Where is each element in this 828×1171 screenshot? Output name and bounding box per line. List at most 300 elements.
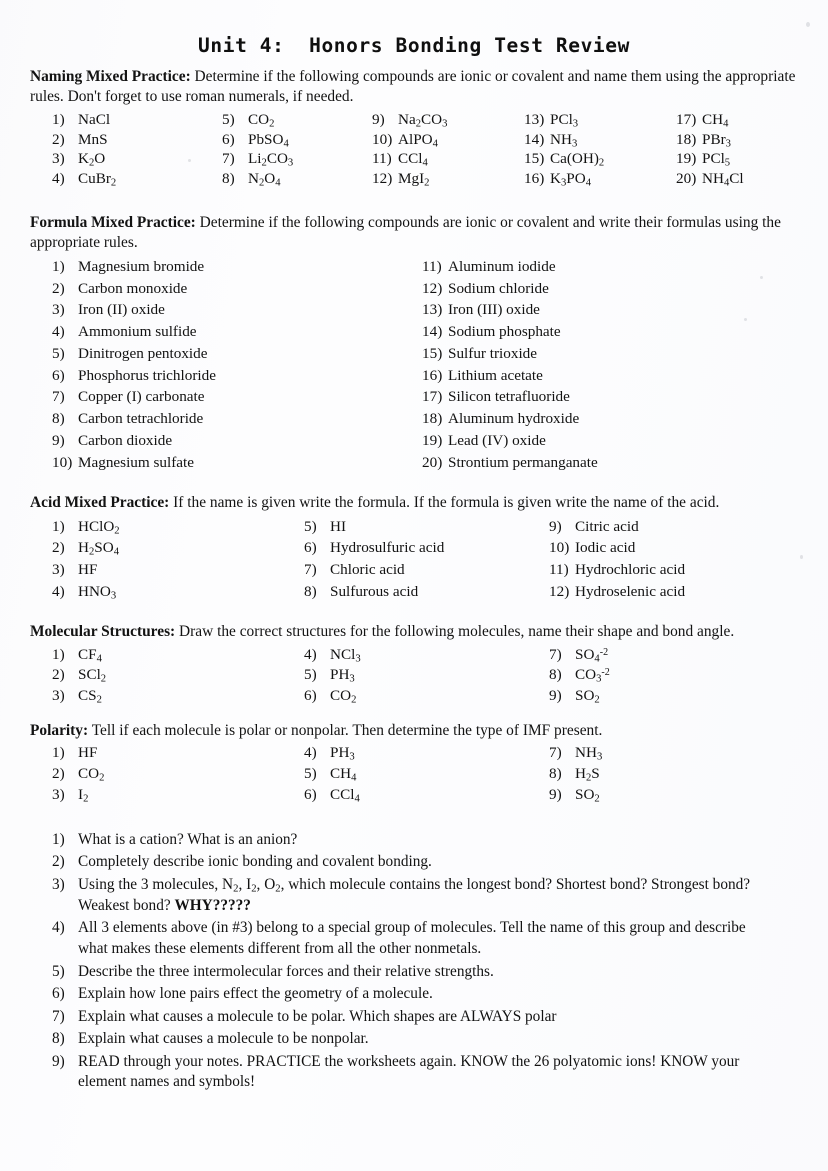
item-content: Iron (II) oxide <box>78 301 165 319</box>
formula-subscript: 2 <box>594 694 600 706</box>
naming-item <box>524 169 676 189</box>
formula-item <box>422 299 792 321</box>
naming-column <box>222 110 372 189</box>
formula-subscript: 2 <box>415 118 422 130</box>
naming-item <box>372 169 524 189</box>
item-number: 5) <box>304 666 317 684</box>
question-text: READ through your notes. PRACTICE the worksheets again. KNOW the 26 polyatomic ions! KNOW your element names and symbols! <box>78 1052 740 1091</box>
formula-subscript: 3 <box>725 138 731 150</box>
formula-subscript: 4 <box>432 138 438 150</box>
formula-columns <box>0 254 828 473</box>
polarity-item <box>304 785 549 806</box>
item-number: 19) <box>676 150 697 168</box>
molecular-item <box>304 686 549 707</box>
item-number: 1) <box>52 645 65 663</box>
question-text: Explain what causes a molecule to be polar. Which shapes are ALWAYS polar <box>78 1007 557 1025</box>
section-acid-intro <box>0 493 828 513</box>
molecular-item <box>52 665 304 686</box>
item-content: $CH_4$ <box>702 110 729 130</box>
formula-subscript: 3 <box>572 118 579 130</box>
acid-item <box>52 559 304 581</box>
review-question <box>52 1052 768 1094</box>
item-number: 4) <box>52 170 65 188</box>
formula-subscript: 4 <box>283 138 289 150</box>
formula-subscript: 2 <box>594 793 600 805</box>
formula-item <box>422 452 792 474</box>
item-content: $Li_2CO_3$ <box>248 150 294 169</box>
formula-item <box>52 430 422 452</box>
acid-item <box>304 537 549 559</box>
naming-column <box>676 110 806 189</box>
acid-item <box>549 559 789 581</box>
item-number: 9) <box>549 517 562 535</box>
section-molecular-heading: Molecular Structures: <box>30 623 176 641</box>
section-molecular-structures <box>0 622 828 707</box>
item-number: 12) <box>372 170 393 188</box>
naming-item <box>52 169 222 189</box>
item-number: 9) <box>52 431 65 449</box>
item-content: PBr$_3$ <box>702 130 731 150</box>
question-number: 8) <box>52 1030 65 1048</box>
formula-item <box>422 278 792 300</box>
item-number: 11) <box>549 560 569 578</box>
formula-item <box>422 321 792 343</box>
item-content: $H_2SO_4$ <box>78 539 120 558</box>
formula-subscript: 4 <box>594 652 600 664</box>
section-polarity-instructions: Tell if each molecule is polar or nonpolar. Then determine the type of IMF present. <box>88 721 603 739</box>
section-naming-instructions: Determine if the following compounds are ionic or covalent and name them using the appropriate rules. Don't forget to use roman numerals, if needed. <box>30 68 796 106</box>
item-number: 4) <box>52 323 65 341</box>
polarity-item <box>304 743 549 764</box>
item-content: CuBr$_2$ <box>78 170 117 189</box>
item-content: Iron (III) oxide <box>448 301 540 319</box>
item-content: $SO_2$ <box>575 686 600 706</box>
formula-item <box>52 321 422 343</box>
item-number: 9) <box>549 686 562 704</box>
item-content: Sulfurous acid <box>330 582 419 600</box>
item-content: $CO_2$ <box>78 765 105 784</box>
naming-item <box>676 110 806 130</box>
formula-item <box>422 430 792 452</box>
naming-column <box>524 110 676 189</box>
acid-item <box>304 581 549 603</box>
question-number: 7) <box>52 1007 65 1025</box>
item-number: 7) <box>304 560 317 578</box>
polarity-item <box>52 785 304 806</box>
item-content: $N_2O_4$ <box>248 170 281 189</box>
formula-subscript: 3 <box>560 177 567 189</box>
polarity-column <box>52 743 304 806</box>
acid-column <box>549 516 789 602</box>
item-content: $PH_3$ <box>330 666 355 685</box>
item-number: 8) <box>304 582 317 600</box>
item-content: $H_2S$ <box>575 765 600 784</box>
section-naming-mixed-practice <box>0 67 828 189</box>
item-content: Hydroselenic acid <box>575 582 686 600</box>
formula-subscript: 2 <box>88 546 95 558</box>
item-number: 14) <box>524 130 545 148</box>
formula-subscript: 2 <box>100 673 107 685</box>
item-number: 6) <box>304 686 317 704</box>
question-number: 3) <box>52 875 65 893</box>
naming-column <box>372 110 524 189</box>
item-number: 20) <box>422 453 443 471</box>
review-question <box>52 984 768 1005</box>
formula-item <box>52 343 422 365</box>
item-number: 10) <box>372 130 393 148</box>
formula-item <box>52 299 422 321</box>
review-question <box>52 852 768 873</box>
molecular-item <box>549 665 789 686</box>
review-question <box>52 962 768 983</box>
section-naming-intro <box>0 67 828 108</box>
item-content: PbSO$_4$ <box>248 130 289 150</box>
formula-subscript: 3 <box>349 673 355 685</box>
item-content: Silicon tetrafluoride <box>448 388 570 406</box>
item-number: 6) <box>52 366 65 384</box>
question-number: 6) <box>52 985 65 1003</box>
section-molecular-intro <box>0 622 828 642</box>
formula-subscript: 3 <box>596 673 602 685</box>
section-polarity-heading: Polarity: <box>30 721 89 739</box>
molecular-item <box>549 686 789 707</box>
formula-subscript: 3 <box>287 157 294 169</box>
formula-column <box>422 256 792 473</box>
review-question <box>52 830 768 851</box>
molecular-item <box>52 686 304 707</box>
item-number: 2) <box>52 130 65 148</box>
item-content: Magnesium bromide <box>78 257 205 275</box>
formula-subscript: 2 <box>269 118 275 130</box>
naming-column <box>52 110 222 189</box>
item-content: Hydrochloric acid <box>575 560 686 578</box>
item-content: Strontium permanganate <box>448 453 598 471</box>
acid-item <box>549 537 789 559</box>
item-content: Aluminum hydroxide <box>448 410 580 428</box>
formula-column <box>52 256 422 473</box>
item-content: $SO_4^{-2}$ <box>575 645 609 664</box>
formula-subscript: 2 <box>275 882 281 895</box>
item-content: $CH_4$ <box>330 765 357 784</box>
item-number: 11) <box>422 257 442 275</box>
molecular-column <box>304 645 549 707</box>
naming-item <box>676 149 806 169</box>
formula-item <box>422 408 792 430</box>
item-content: Aluminum iodide <box>448 257 556 275</box>
item-number: 3) <box>52 686 65 704</box>
item-number: 2) <box>52 765 65 783</box>
item-content: Magnesium sulfate <box>78 453 194 471</box>
question-text: Using the 3 molecules, $N_2$, $I_2$, $O_2$, which molecule contains the longest bond? Shortest bond? Strongest bond? Weakest bond? WHY????? <box>78 875 751 914</box>
question-text: Describe the three intermolecular forces and their relative strengths. <box>78 962 494 980</box>
molecular-column <box>52 645 304 707</box>
naming-item <box>524 110 676 130</box>
item-content: $K_2O$ <box>78 150 106 169</box>
question-number: 4) <box>52 919 65 937</box>
formula-subscript: 2 <box>99 772 105 784</box>
formula-subscript: 3 <box>355 652 361 664</box>
formula-item <box>422 365 792 387</box>
item-number: 17) <box>676 110 697 128</box>
item-number: 10) <box>52 453 73 471</box>
item-number: 2) <box>52 279 65 297</box>
item-number: 11) <box>372 150 392 168</box>
item-content: Copper (I) carbonate <box>78 388 205 406</box>
item-number: 18) <box>676 130 697 148</box>
item-number: 5) <box>304 517 317 535</box>
review-question <box>52 1007 768 1028</box>
question-number: 2) <box>52 853 65 871</box>
item-number: 10) <box>549 539 570 557</box>
polarity-item <box>304 764 549 785</box>
item-number: 1) <box>52 517 65 535</box>
item-number: 8) <box>549 765 562 783</box>
polarity-item <box>549 764 789 785</box>
molecular-item <box>304 665 549 686</box>
polarity-item <box>52 743 304 764</box>
item-number: 12) <box>549 582 570 600</box>
item-number: 20) <box>676 170 697 188</box>
item-content: HClO$_2$ <box>78 517 120 537</box>
review-question <box>52 1029 768 1050</box>
acid-item <box>549 516 789 538</box>
acid-column <box>304 516 549 602</box>
formula-subscript: 2 <box>233 882 239 895</box>
polarity-column <box>304 743 549 806</box>
item-content: $CO_2$ <box>248 110 275 130</box>
item-number: 3) <box>52 150 65 168</box>
molecular-item <box>304 645 549 666</box>
formula-subscript: 5 <box>724 157 731 169</box>
formula-subscript: 3 <box>596 751 603 763</box>
naming-item <box>676 169 806 189</box>
item-content: SCl$_2$ <box>78 666 107 685</box>
item-content: $HNO_3$ <box>78 582 117 601</box>
naming-item <box>52 149 222 169</box>
review-question <box>52 875 768 917</box>
item-number: 9) <box>549 786 562 803</box>
item-number: 6) <box>222 130 235 148</box>
item-content: $PH_3$ <box>330 744 355 763</box>
item-number: 16) <box>524 170 545 188</box>
item-number: 9) <box>372 110 385 128</box>
formula-subscript: 2 <box>261 157 267 169</box>
question-number: 1) <box>52 830 65 848</box>
item-number: 5) <box>222 110 235 128</box>
item-content: Citric acid <box>575 517 639 535</box>
formula-item <box>52 386 422 408</box>
formula-subscript: 4 <box>113 546 120 558</box>
formula-subscript: 2 <box>251 882 257 895</box>
formula-subscript: 2 <box>424 177 430 189</box>
item-number: 7) <box>52 388 65 406</box>
naming-item <box>372 149 524 169</box>
section-acid-heading: Acid Mixed Practice: <box>30 494 170 512</box>
item-content: PCl$_5$ <box>702 150 731 169</box>
item-content: Dinitrogen pentoxide <box>78 344 208 362</box>
naming-item <box>372 130 524 150</box>
item-number: 5) <box>52 344 65 362</box>
question-number: 9) <box>52 1052 65 1070</box>
item-number: 7) <box>222 150 235 168</box>
item-number: 3) <box>52 786 65 803</box>
item-number: 1) <box>52 110 65 128</box>
item-number: 6) <box>304 786 317 803</box>
acid-item <box>304 559 549 581</box>
item-number: 4) <box>52 582 65 600</box>
item-content: $CO_2$ <box>330 686 357 706</box>
item-content: Phosphorus trichloride <box>78 366 216 384</box>
formula-item <box>422 343 792 365</box>
naming-item <box>52 110 222 130</box>
item-content: PCl$_3$ <box>550 110 579 130</box>
formula-subscript: 2 <box>585 772 592 784</box>
formula-subscript: 2 <box>351 694 357 706</box>
section-naming-heading: Naming Mixed Practice: <box>30 68 191 85</box>
naming-item <box>222 149 372 169</box>
naming-item <box>52 130 222 150</box>
item-content: Sulfur trioxide <box>448 344 538 362</box>
acid-item <box>304 516 549 538</box>
item-number: 8) <box>222 170 235 188</box>
acid-item <box>549 581 789 603</box>
item-content: HF <box>78 744 98 762</box>
formula-item <box>422 256 792 278</box>
item-content: Ammonium sulfide <box>78 323 197 341</box>
naming-item <box>222 130 372 150</box>
acid-column <box>52 516 304 602</box>
formula-subscript: 2 <box>96 694 102 706</box>
formula-item <box>52 256 422 278</box>
question-text: What is a cation? What is an anion? <box>78 830 298 848</box>
naming-item <box>524 149 676 169</box>
formula-subscript: 4 <box>585 177 592 189</box>
section-formula-instructions: Determine if the following compounds are ionic or covalent and write their formulas using the appropriate rules. <box>30 213 781 252</box>
formula-subscript: 4 <box>351 772 357 784</box>
item-content: MgI$_2$ <box>398 170 430 189</box>
item-number: 8) <box>52 410 65 428</box>
item-number: 13) <box>524 110 545 128</box>
formula-item <box>422 386 792 408</box>
item-number: 18) <box>422 410 443 428</box>
item-number: 1) <box>52 257 65 275</box>
item-content: Carbon dioxide <box>78 431 173 449</box>
formula-item <box>52 408 422 430</box>
item-content: Hydrosulfuric acid <box>330 539 445 557</box>
naming-item <box>222 169 372 189</box>
item-number: 2) <box>52 666 65 684</box>
item-content: Carbon monoxide <box>78 279 188 297</box>
item-content: Carbon tetrachloride <box>78 410 204 428</box>
item-content: Sodium phosphate <box>448 323 561 341</box>
naming-item <box>524 130 676 150</box>
item-number: 3) <box>52 560 65 578</box>
section-molecular-instructions: Draw the correct structures for the following molecules, name their shape and bond angle. <box>175 623 735 641</box>
item-content: NCl$_3$ <box>330 645 361 664</box>
item-number: 8) <box>549 666 562 684</box>
polarity-item <box>549 785 789 806</box>
item-number: 15) <box>524 150 545 168</box>
naming-item <box>222 110 372 130</box>
item-number: 1) <box>52 744 65 762</box>
acid-item <box>52 516 304 538</box>
item-content: $CF_4$ <box>78 645 102 664</box>
polarity-column <box>549 743 789 806</box>
polarity-item <box>549 743 789 764</box>
formula-subscript: 2 <box>598 157 605 169</box>
formula-subscript: 2 <box>83 793 89 805</box>
formula-subscript: 3 <box>571 138 578 150</box>
item-number: 16) <box>422 366 443 384</box>
acid-columns <box>0 514 828 602</box>
item-number: 5) <box>304 765 317 783</box>
molecular-item <box>52 645 304 666</box>
formula-subscript: 4 <box>422 157 428 169</box>
formula-subscript: 2 <box>114 525 120 537</box>
review-question <box>52 918 768 960</box>
formula-subscript: 2 <box>110 177 117 189</box>
formula-item <box>52 278 422 300</box>
item-content: Lithium acetate <box>448 366 543 384</box>
section-acid-instructions: If the name is given write the formula. If the formula is given write the name of the acid. <box>169 494 720 512</box>
item-number: 4) <box>304 744 317 762</box>
page-title: Unit 4: Honors Bonding Test Review <box>198 34 630 57</box>
item-content: $Ca(OH)_2$ <box>550 150 605 169</box>
item-number: 15) <box>422 344 443 362</box>
item-content: Sodium chloride <box>448 279 549 297</box>
item-content: AlPO$_4$ <box>398 130 438 150</box>
item-number: 3) <box>52 301 65 319</box>
formula-subscript: 4 <box>96 652 102 664</box>
item-number: 7) <box>549 744 562 762</box>
acid-item <box>52 537 304 559</box>
item-number: 6) <box>304 539 317 557</box>
emphasis-text: WHY????? <box>174 896 251 914</box>
item-number: 17) <box>422 388 443 406</box>
item-content: CCl$_4$ <box>330 786 360 805</box>
naming-item <box>372 110 524 130</box>
formula-subscript: 3 <box>110 589 117 601</box>
item-content: Chloric acid <box>330 560 405 578</box>
item-content: HF <box>78 560 98 578</box>
item-content: $NH_3$ <box>575 744 603 763</box>
formula-item <box>52 452 422 474</box>
formula-subscript: 3 <box>442 118 448 130</box>
item-content: $CO_3^{-2}$ <box>575 666 610 685</box>
question-number: 5) <box>52 962 65 980</box>
formula-superscript-charge: -2 <box>601 667 610 679</box>
item-content: MnS <box>78 130 108 148</box>
item-content: Lead (IV) oxide <box>448 431 546 449</box>
formula-subscript: 3 <box>349 751 355 763</box>
item-number: 14) <box>422 323 443 341</box>
section-formula-heading: Formula Mixed Practice: <box>30 213 196 231</box>
molecular-columns <box>0 643 828 707</box>
item-content: NaCl <box>78 110 111 128</box>
item-number: 4) <box>304 645 317 663</box>
item-number: 7) <box>549 645 562 663</box>
polarity-columns <box>0 741 828 806</box>
item-content: $NH_3$ <box>550 130 578 150</box>
item-content: $I_2$ <box>78 786 89 805</box>
formula-subscript: 4 <box>354 793 360 805</box>
section-acid-mixed-practice <box>0 493 828 602</box>
formula-subscript: 2 <box>258 177 265 189</box>
item-content: $K_3PO_4$ <box>550 170 592 189</box>
naming-columns <box>0 108 828 189</box>
acid-item <box>52 581 304 603</box>
item-content: Iodic acid <box>575 539 636 557</box>
